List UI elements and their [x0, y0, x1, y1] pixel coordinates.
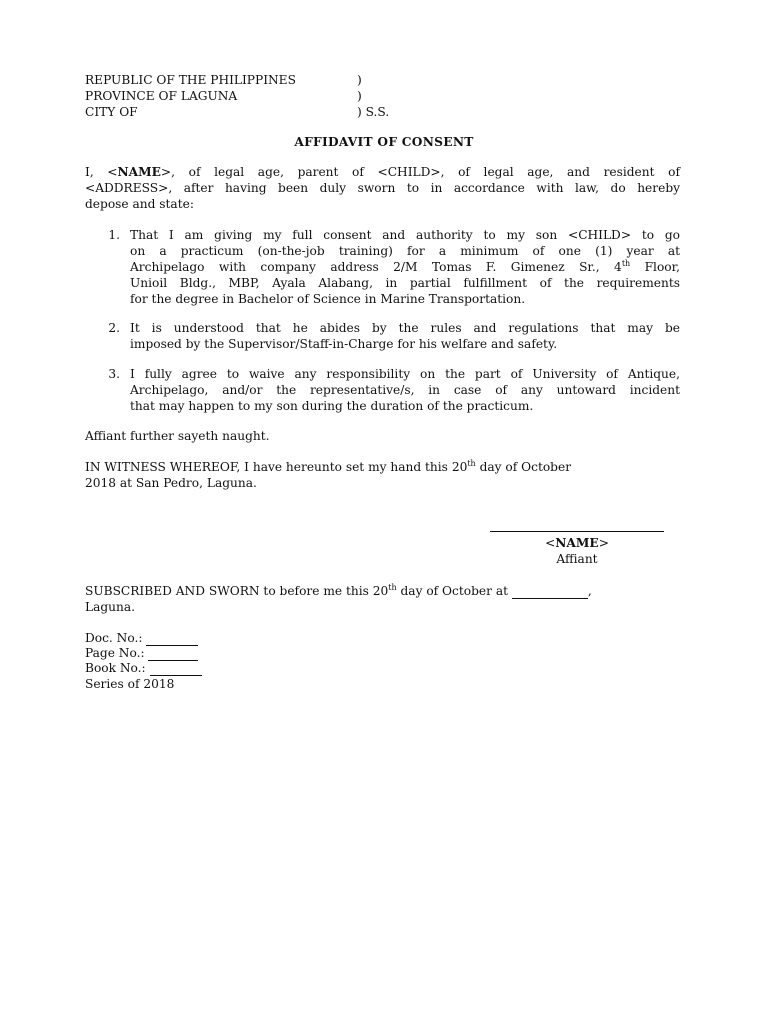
item-1-line-2: on a practicum (on-the-job training) for a minimum of one (1) year at — [130, 244, 680, 258]
ordinal-suffix: th — [467, 458, 476, 468]
venue-bracket-2: ) — [357, 89, 362, 103]
venue-bracket-ss: ) S.S. — [357, 105, 390, 119]
witness-text: day of October — [475, 460, 572, 474]
intro-text: I, < — [85, 165, 118, 179]
page-no-label: Page No.: — [85, 646, 145, 660]
item-1-line-5: for the degree in Bachelor of Science in Marine Transportation. — [130, 292, 526, 306]
venue-bracket-1: ) — [357, 73, 362, 87]
doc-no-label: Doc. No.: — [85, 631, 143, 645]
witness-line-2: 2018 at San Pedro, Laguna. — [85, 476, 257, 490]
item-text: Archipelago with company address 2/M Tomas F. Gimenez Sr., 4 — [130, 260, 622, 274]
intro-text: >, of legal age, parent of <CHILD>, of legal age, and resident of — [160, 165, 680, 179]
venue-city: CITY OF — [85, 105, 138, 119]
place-blank — [512, 586, 588, 599]
subscribed-line-2: Laguna. — [85, 600, 135, 614]
subscribed-text: day of October at — [396, 584, 508, 598]
witness-text: IN WITNESS WHEREOF, I have hereunto set my hand this 20 — [85, 460, 468, 474]
document-title: AFFIDAVIT OF CONSENT — [294, 135, 474, 149]
item-1-number: 1. — [108, 228, 120, 242]
item-1-line-3 — [130, 259, 680, 275]
ordinal-suffix: th — [388, 582, 397, 592]
book-no — [85, 660, 202, 676]
signature-line — [490, 531, 664, 532]
series: Series of 2018 — [85, 677, 175, 691]
affiant-name-placeholder: NAME — [555, 536, 599, 550]
book-no-label: Book No.: — [85, 661, 146, 675]
affiant-label: Affiant — [556, 552, 598, 566]
witness-line-1 — [85, 459, 571, 475]
subscribed-text: SUBSCRIBED AND SWORN to before me this 20 — [85, 584, 389, 598]
item-1-line-1: That I am giving my full consent and authority to my son <CHILD> to go — [130, 228, 680, 242]
venue-province: PROVINCE OF LAGUNA — [85, 89, 238, 103]
page-no — [85, 645, 198, 661]
affiant-name-text: < — [545, 536, 556, 550]
book-no-blank — [150, 663, 202, 676]
intro-name-placeholder: NAME — [117, 165, 161, 179]
item-1-line-4: Unioil Bldg., MBP, Ayala Alabang, in partial fulfillment of the requirements — [130, 276, 680, 290]
affiant-name — [490, 535, 664, 551]
item-3-number: 3. — [108, 367, 120, 381]
subscribed-line-1 — [85, 583, 592, 599]
item-3-line-1: I fully agree to waive any responsibility on the part of University of Antique, — [130, 367, 680, 381]
intro-line-1 — [85, 164, 680, 180]
venue-republic: REPUBLIC OF THE PHILIPPINES — [85, 73, 296, 87]
item-2-number: 2. — [108, 321, 120, 335]
intro-line-2: <ADDRESS>, after having been duly sworn to in accordance with law, do hereby — [85, 181, 680, 195]
ordinal-suffix: th — [621, 258, 631, 268]
item-text: Floor, — [630, 260, 680, 274]
item-2-line-2: imposed by the Supervisor/Staff-in-Charge for his welfare and safety. — [130, 337, 558, 351]
item-2-line-1: It is understood that he abides by the rules and regulations that may be — [130, 321, 680, 335]
affiant-name-text: > — [598, 536, 609, 550]
intro-line-3: depose and state: — [85, 197, 194, 211]
further-sayeth: Affiant further sayeth naught. — [85, 429, 270, 443]
item-3-line-2: Archipelago, and/or the representative/s, in case of any untoward incident — [130, 383, 680, 397]
doc-no — [85, 630, 198, 646]
item-3-line-3: that may happen to my son during the duration of the practicum. — [130, 399, 534, 413]
subscribed-text: , — [587, 584, 592, 598]
